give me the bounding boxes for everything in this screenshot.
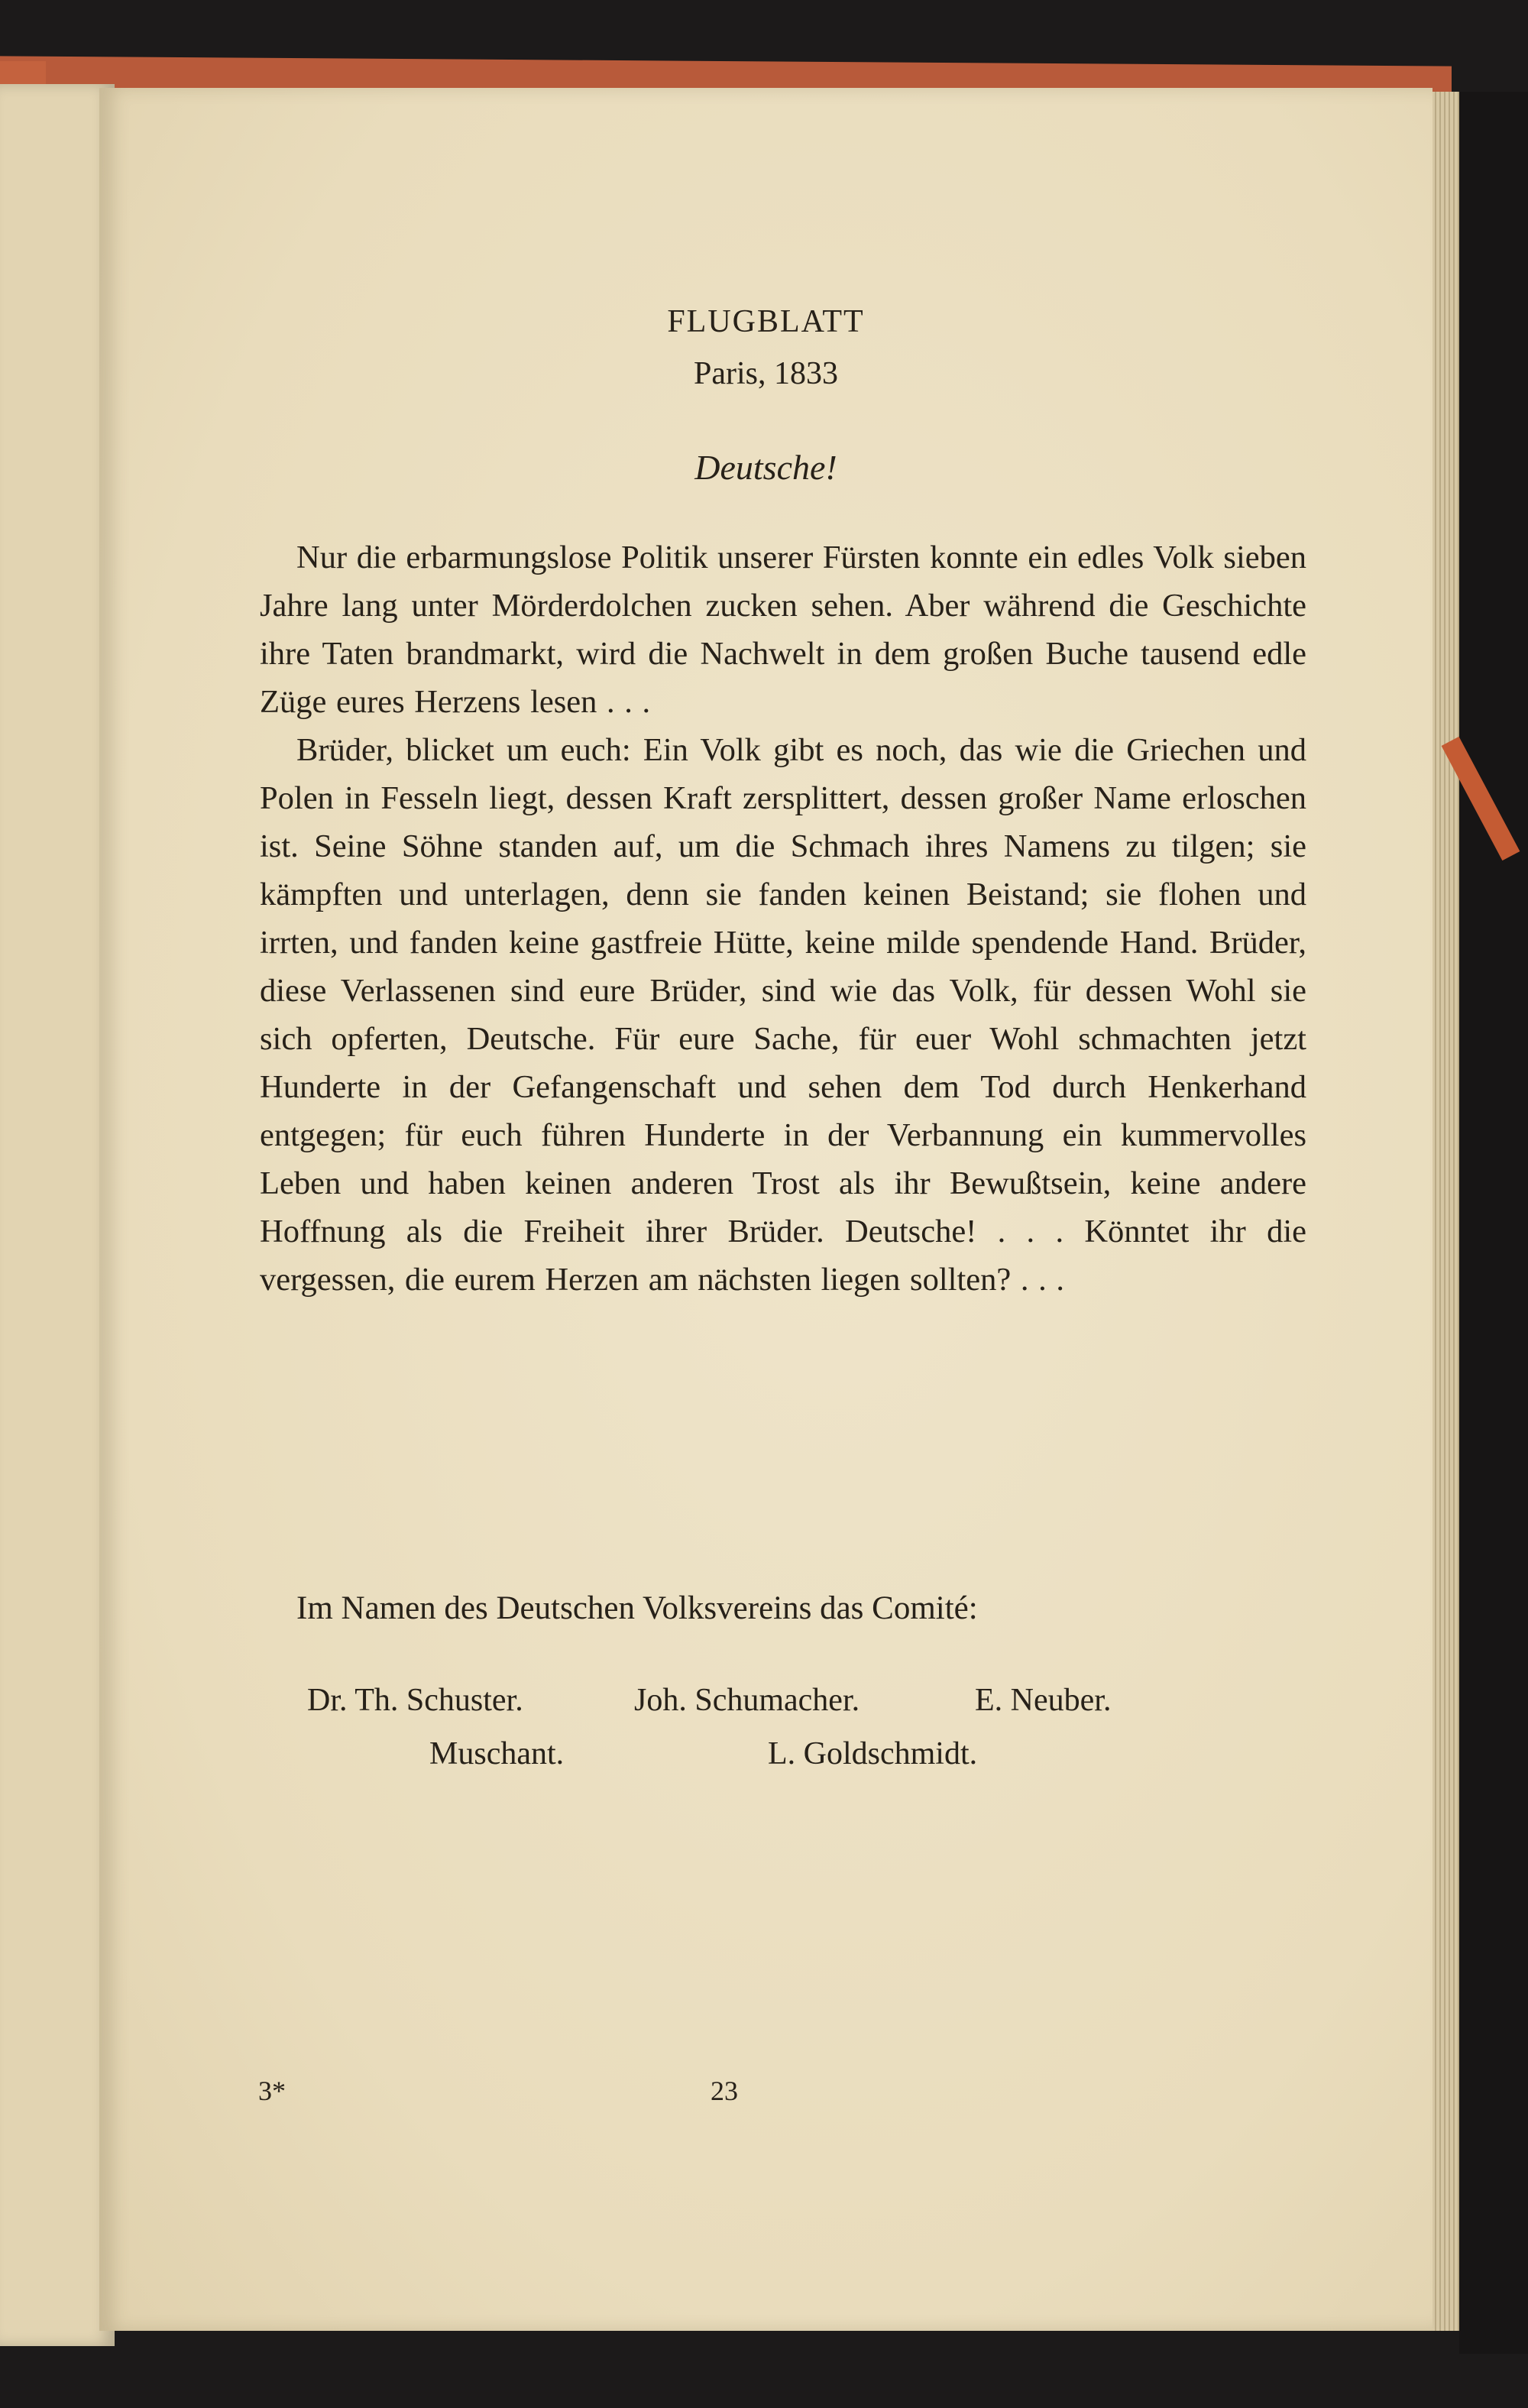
page-number: 23 [711,2076,738,2106]
place-date: Paris, 1833 [694,356,838,391]
body-text [260,533,1306,1304]
signatory-neuber: E. Neuber. [975,1683,1112,1718]
signatory-muschant: Muschant. [429,1736,565,1771]
signature-heading: Im Namen des Deutschen Volksvereins das Comité: [296,1590,978,1626]
paragraph-1: Nur die erbarmungslose Politik unserer Fürsten konnte ein edles Volk sieben Jahre lang unter Mörderdolchen zucken sehen. Aber während die Geschichte ihre Taten brandmarkt, wird die Nachwelt in dem großen Buche tausend edle Züge eures Herzens lesen . . . [260,540,1306,720]
page-title: FLUGBLATT [667,304,865,339]
book-page [99,88,1432,2331]
signatory-schuster: Dr. Th. Schuster. [307,1683,523,1718]
salutation: Deutsche! [694,448,837,487]
background-right [1459,92,1528,2354]
paragraph-2: Brüder, blicket um euch: Ein Volk gibt es noch, das wie die Griechen und Polen in Fesseln liegt, dessen Kraft zersplittert, dessen großer Name erloschen ist. Seine Söhne standen auf, um die Schmach ihres Namens zu tilgen; sie kämpften und unterlagen, denn sie fanden keinen Beistand; sie flohen und irrten, und fanden keine gastfreie Hütte, keine milde spendende Hand. Brüder, diese Verlassenen sind eure Brüder, sind wie das Volk, für dessen Wohl sie sich opferten, Deutsche. Für eure Sache, für euer Wohl schmachten jetzt Hunderte in der Gefangenschaft und sehen dem Tod durch Henkerhand entgegen; für euch führen Hunderte in der Verbannung ein kummervolles Leben und haben keinen anderen Trost als ihr Bewußtsein, keine andere Hoffnung als die Freiheit ihrer Brüder. Deutsche! . . . Könntet ihr die vergessen, die eurem Herzen am nächsten liegen sollten? . . . [260,732,1306,1298]
signatory-schumacher: Joh. Schumacher. [634,1683,860,1718]
signature-mark: 3* [258,2076,286,2106]
signatory-goldschmidt: L. Goldschmidt. [768,1736,978,1771]
left-page-edge [0,84,115,2346]
